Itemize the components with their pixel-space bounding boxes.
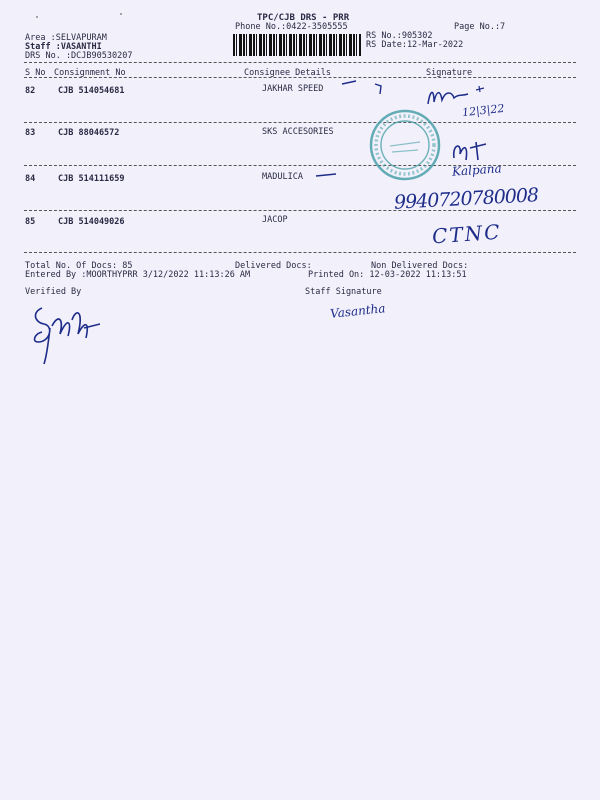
staff-label: Staff :VASANTHI (25, 42, 102, 52)
rs-date: RS Date:12-Mar-2022 (366, 40, 464, 50)
rs-number: RS No.:905302 (366, 31, 433, 41)
handwritten-phone: 9940720780008 (393, 184, 539, 214)
divider (24, 252, 576, 253)
printed-on: Printed On: 12-03-2022 11:13:51 (308, 270, 467, 280)
phone-number: Phone No.:0422-3505555 (235, 22, 348, 32)
scan-speck (120, 13, 122, 15)
verified-by-label: Verified By (25, 287, 82, 297)
row-consignment: CJB 514054681 (58, 86, 125, 96)
staff-signature-label: Staff Signature (305, 287, 382, 297)
column-header-consignment: Consignment No (54, 68, 126, 78)
divider (24, 122, 576, 123)
page-number: Page No.:7 (454, 22, 506, 32)
company-stamp (368, 108, 442, 182)
row-consignee: SKS ACCESORIES (262, 127, 334, 137)
barcode (233, 34, 361, 56)
row-consignment: CJB 514049026 (58, 217, 125, 227)
row-sno: 82 (25, 86, 36, 96)
handwritten-name: Kalpana (451, 161, 503, 179)
column-header-sno: S No (25, 68, 46, 78)
scan-speck (36, 16, 38, 18)
row-consignee: JAKHAR SPEED (262, 84, 324, 94)
verifier-signature (28, 298, 108, 368)
row-sno: 83 (25, 128, 36, 138)
handwritten-dash (314, 170, 340, 180)
area-label: Area :SELVAPURAM (25, 33, 107, 43)
divider (24, 62, 576, 63)
handwritten-date: 12|3|22 (461, 101, 505, 120)
non-delivered-docs: Non Delivered Docs: (371, 261, 469, 271)
row-consignee: JACOP (262, 215, 288, 225)
row-consignment: CJB 514111659 (58, 174, 125, 184)
row-consignment: CJB 88046572 (58, 128, 120, 138)
delivered-docs: Delivered Docs: (235, 261, 312, 271)
column-header-consignee: Consignee Details (244, 68, 331, 78)
handwritten-note: CTNC (431, 219, 503, 249)
divider (24, 77, 576, 78)
drs-number: DRS No. :DCJB90530207 (25, 51, 133, 61)
total-docs: Total No. Of Docs: 85 (25, 261, 133, 271)
entered-by: Entered By :MOORTHYPRR 3/12/2022 11:13:26 AM (25, 270, 251, 280)
staff-signature: Vasantha (329, 301, 387, 321)
divider (24, 210, 576, 211)
handwritten-mark (372, 82, 386, 96)
row-sno: 84 (25, 174, 36, 184)
column-header-signature: Signature (426, 68, 473, 78)
row-sno: 85 (25, 217, 36, 227)
row-consignee: MADULICA (262, 172, 303, 182)
report-title: TPC/CJB DRS - PRR (257, 13, 350, 23)
handwritten-dash (340, 78, 360, 88)
